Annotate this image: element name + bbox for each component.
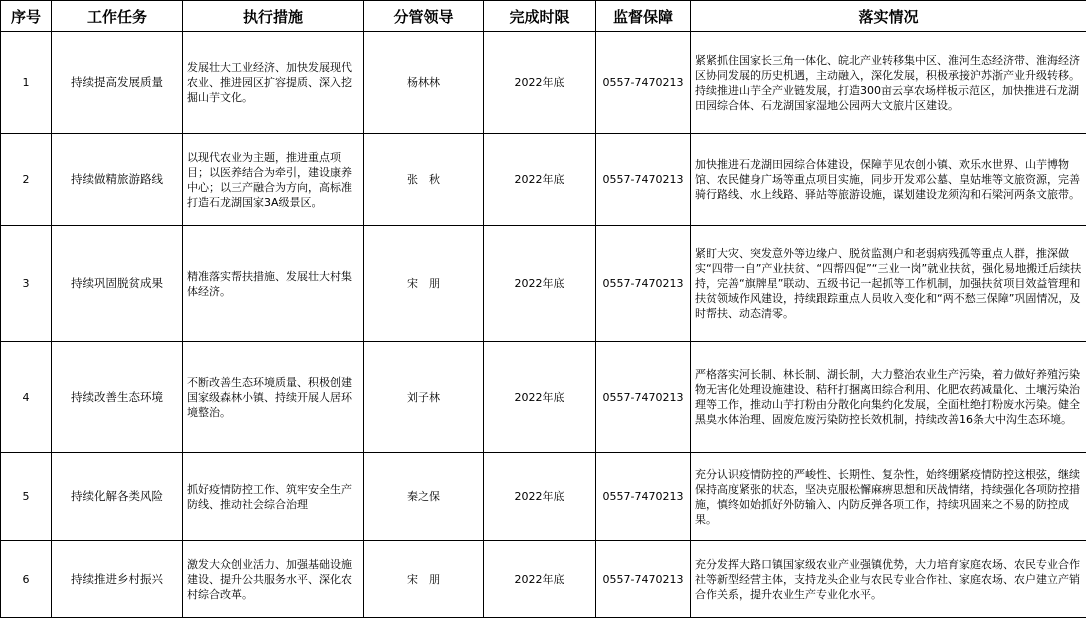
header-leader: 分管领导	[364, 1, 484, 32]
row-phone: 0557-7470213	[596, 342, 691, 453]
row-deadline: 2022年底	[484, 226, 596, 342]
row-leader: 杨林林	[364, 32, 484, 134]
row-task: 持续改善生态环境	[52, 342, 183, 453]
header-index: 序号	[1, 1, 52, 32]
row-status: 紧盯大灾、突发意外等边缘户、脱贫监测户和老弱病残孤等重点人群，推深做实“四带一自”产业扶贫、“四帮四促”“三业一岗”就业扶贫，强化易地搬迁后续扶持，完善“旗牌星”联动、五级书记一起抓等工作机制，加强扶贫项目效益管理和扶贫领域作风建设，持续跟踪重点人员收入变化和“两不愁三保障”巩固情况，及时帮扶、动态清零。	[691, 226, 1086, 342]
row-status: 充分发挥大路口镇国家级农业产业强镇优势，大力培育家庭农场、农民专业合作社等新型经营主体，支持龙头企业与农民专业合作社、家庭农场、农户建立产销合作关系，提升农业生产专业化水平。	[691, 541, 1086, 618]
row-measures: 不断改善生态环境质量、积极创建国家级森林小镇、持续开展人居环境整治。	[183, 342, 364, 453]
row-index: 4	[1, 342, 52, 453]
table-row	[1, 342, 1086, 453]
table-row	[1, 226, 1086, 342]
row-leader: 宋 朋	[364, 541, 484, 618]
row-measures: 精准落实帮扶措施、发展壮大村集体经济。	[183, 226, 364, 342]
row-task: 持续提高发展质量	[52, 32, 183, 134]
row-index: 2	[1, 134, 52, 226]
row-deadline: 2022年底	[484, 342, 596, 453]
row-measures: 激发大众创业活力、加强基础设施建设、提升公共服务水平、深化农村综合改革。	[183, 541, 364, 618]
row-status: 严格落实河长制、林长制、湖长制，大力整治农业生产污染，着力做好养殖污染物无害化处理设施建设、秸秆打捆离田综合利用、化肥农药减量化、土壤污染治理等工作，推动山芋打粉由分散化向集约化发展，全面杜绝打粉废水污染。健全黑臭水体治理、固废危废污染防控长效机制，持续改善16条大中沟生态环境。	[691, 342, 1086, 453]
header-task: 工作任务	[52, 1, 183, 32]
table-row	[1, 32, 1086, 134]
header-row	[1, 1, 1086, 32]
row-deadline: 2022年底	[484, 541, 596, 618]
row-measures: 以现代农业为主题，推进重点项目；以医养结合为牵引，建设康养中心；以三产融合为方向，高标准打造石龙湖国家3A级景区。	[183, 134, 364, 226]
row-leader: 秦之保	[364, 453, 484, 541]
row-leader: 宋 朋	[364, 226, 484, 342]
header-deadline: 完成时限	[484, 1, 596, 32]
row-index: 6	[1, 541, 52, 618]
row-deadline: 2022年底	[484, 453, 596, 541]
row-phone: 0557-7470213	[596, 32, 691, 134]
row-index: 1	[1, 32, 52, 134]
row-task: 持续推进乡村振兴	[52, 541, 183, 618]
row-task: 持续巩固脱贫成果	[52, 226, 183, 342]
row-leader: 刘子林	[364, 342, 484, 453]
row-status: 充分认识疫情防控的严峻性、长期性、复杂性，始终绷紧疫情防控这根弦，继续保持高度紧张的状态，坚决克服松懈麻痹思想和厌战情绪，持续强化各项防控措施，慎终如始抓好外防输入、内防反弹各项工作，持续巩固来之不易的防控成果。	[691, 453, 1086, 541]
row-index: 5	[1, 453, 52, 541]
header-status: 落实情况	[691, 1, 1086, 32]
row-measures: 发展壮大工业经济、加快发展现代农业、推进园区扩容提质、深入挖掘山芋文化。	[183, 32, 364, 134]
row-measures: 抓好疫情防控工作、筑牢安全生产防线、推动社会综合治理	[183, 453, 364, 541]
row-task: 持续做精旅游路线	[52, 134, 183, 226]
row-phone: 0557-7470213	[596, 453, 691, 541]
row-phone: 0557-7470213	[596, 134, 691, 226]
row-leader: 张 秋	[364, 134, 484, 226]
table-row	[1, 134, 1086, 226]
row-deadline: 2022年底	[484, 32, 596, 134]
table-row	[1, 541, 1086, 618]
row-phone: 0557-7470213	[596, 541, 691, 618]
row-task: 持续化解各类风险	[52, 453, 183, 541]
header-measures: 执行措施	[183, 1, 364, 32]
header-supervision: 监督保障	[596, 1, 691, 32]
row-status: 加快推进石龙湖田园综合体建设，保障芋见农创小镇、欢乐水世界、山芋博物馆、农民健身广场等重点项目实施，同步开发邓公墓、皇姑堆等文旅资源，完善骑行路线、水上线路、驿站等旅游设施，谋划建设龙须沟和石梁河两条文旅带。	[691, 134, 1086, 226]
table-row	[1, 453, 1086, 541]
row-deadline: 2022年底	[484, 134, 596, 226]
row-status: 紧紧抓住国家长三角一体化、皖北产业转移集中区、淮河生态经济带、淮海经济区协同发展的历史机遇，主动融入，深化发展，积极承接沪苏浙产业升级转移。持续推进山芋全产业链发展，打造300亩云享农场样板示范区，加快推进石龙湖田园综合体、石龙湖国家湿地公园两大文旅片区建设。	[691, 32, 1086, 134]
row-index: 3	[1, 226, 52, 342]
row-phone: 0557-7470213	[596, 226, 691, 342]
